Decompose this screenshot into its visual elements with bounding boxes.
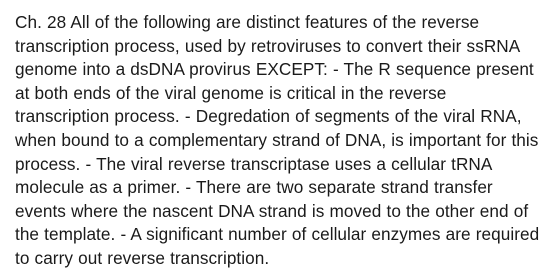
question-text: Ch. 28 All of the following are distinct features of the reverse transcription process, used by retroviruses to convert their ssRNA genome into a dsDNA provirus EXCEPT: - The R sequence present at both ends of the viral genome is critical in the reverse transcription process. - Degredation of segments of the viral RNA, when bound to a complementary strand of DNA, is important for this process. - The viral reverse transcriptase uses a cellular tRNA molecule as a primer. - There are two separate strand transfer events where the nascent DNA strand is moved to the other end of the template. - A significant number of cellular enzymes are required to carry out reverse transcription. xyxy=(15,12,540,268)
